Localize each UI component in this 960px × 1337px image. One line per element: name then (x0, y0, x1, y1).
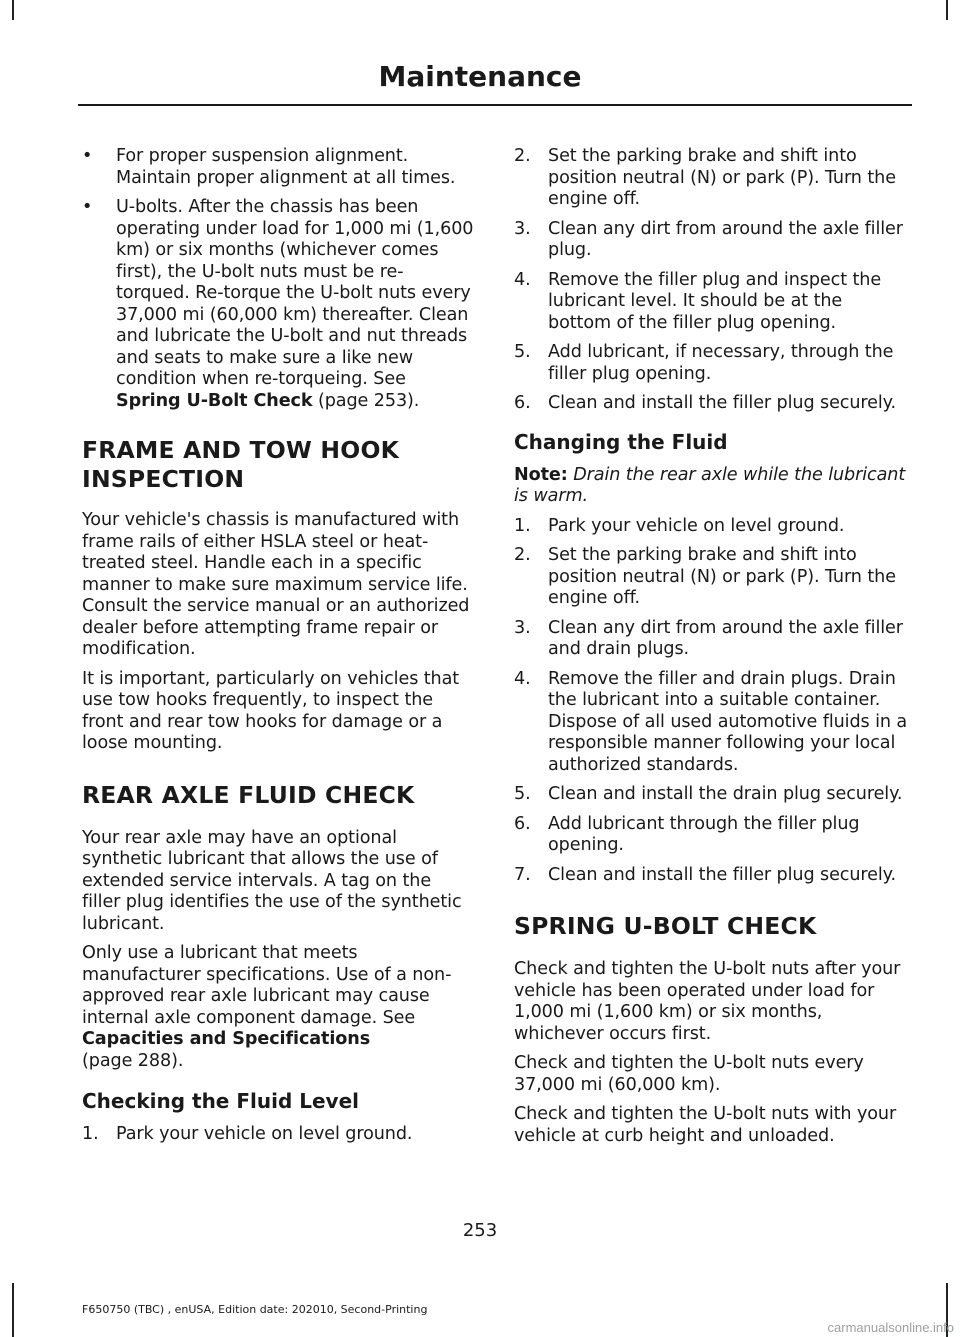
list-item (514, 270, 908, 335)
step-text: Set the parking brake and shift into position neutral (N) or park (P). Turn the engine off. (548, 545, 896, 608)
page-title: Maintenance (378, 60, 582, 93)
note-text: Drain the rear axle while the lubricant is warm. (514, 464, 906, 506)
bullet-text: For proper suspension alignment. Maintain proper alignment at all times. (116, 146, 456, 188)
capacities-link[interactable]: Capacities and Specifications (82, 1029, 371, 1049)
step-number: 2. (514, 545, 531, 565)
step-number: 6. (514, 393, 531, 413)
subheading-checking: Checking the Fluid Level (82, 1089, 359, 1113)
section-heading-frame-1: FRAME AND TOW HOOK (82, 436, 400, 464)
note (514, 465, 908, 508)
paragraph: Check and tighten the U-bolt nuts after your vehicle has been operated under load for 1,000 mi (1,600 km) or six months, whichever occurs first. (514, 959, 901, 1044)
list-item (82, 146, 474, 189)
paragraph-body: Only use a lubricant that meets manufacturer specifications. Use of a non-approved rear axle lubricant may cause internal axle component damage. See (82, 943, 452, 1028)
page-reference: (page 253). (312, 390, 420, 411)
paragraph (82, 943, 474, 1072)
list-item (514, 669, 908, 777)
bullet-body: U-bolts. After the chassis has been operating under load for 1,000 mi (1,600 km) or six months (whichever comes first), the U-bolt nuts must be re-torqued. Re-torque the U-bolt nuts every 37,000 mi (60,000 km) thereafter. Clean and lubricate the U-bolt and nut threads and seats to make sure a like new condition when re-torqueing. See (116, 197, 474, 389)
bullet-text (116, 197, 474, 412)
page-reference: (page 288). (82, 1050, 184, 1071)
step-number: 4. (514, 668, 531, 689)
step-number: 5. (514, 342, 531, 362)
step-number: 5. (514, 784, 531, 804)
step-text: Add lubricant, if necessary, through the filler plug opening. (548, 342, 894, 384)
left-column (82, 146, 474, 1154)
list-item (514, 814, 908, 857)
list-item (514, 342, 908, 385)
bullet-icon: • (82, 146, 93, 166)
bullet-icon: • (82, 197, 93, 217)
step-number: 3. (514, 617, 531, 638)
paragraph: Your rear axle may have an optional synthetic lubricant that allows the use of extended service intervals. A tag on the filler plug identifies the use of the synthetic lubricant. (82, 827, 462, 934)
step-number: 7. (514, 864, 531, 885)
edition-footer: F650750 (TBC) , enUSA, Edition date: 202010, Second-Printing (82, 1303, 428, 1316)
list-item (514, 545, 908, 610)
step-text: Clean and install the drain plug securely. (548, 784, 903, 804)
section-heading-frame-2: INSPECTION (82, 465, 245, 493)
step-number: 4. (514, 269, 531, 290)
list-item (514, 146, 908, 211)
step-text: Remove the filler plug and inspect the lubricant level. It should be at the bottom of the filler plug opening. (548, 269, 882, 333)
list-item (514, 784, 908, 806)
list-item (82, 1124, 474, 1146)
step-text: Remove the filler and drain plugs. Drain the lubricant into a suitable container. Dispose of all used automotive fluids in a responsible manner following your local authorized standards. (548, 668, 908, 775)
section-heading-axle: REAR AXLE FLUID CHECK (82, 780, 415, 809)
list-item (514, 865, 908, 887)
step-number: 3. (514, 218, 531, 239)
step-number: 2. (514, 146, 531, 166)
list-item (514, 516, 908, 538)
list-item (514, 219, 908, 262)
crop-mark-bottom-left (12, 1283, 14, 1337)
step-text: Clean any dirt from around the axle filler plug. (548, 218, 903, 260)
paragraph: Your vehicle's chassis is manufactured with frame rails of either HSLA steel or heat-treated steel. Handle each in a specific manner to make sure maximum service life. Consult the service manual or an authorized dealer before attempting frame repair or modification. (82, 510, 470, 659)
crop-mark-top-right (946, 0, 948, 20)
step-text: Set the parking brake and shift into position neutral (N) or park (P). Turn the engine off. (548, 146, 896, 209)
step-text: Park your vehicle on level ground. (548, 515, 845, 536)
watermark: carmanualsonline.info (827, 1320, 954, 1335)
header-divider (78, 104, 912, 106)
spring-u-bolt-check-link[interactable]: Spring U-Bolt Check (116, 390, 313, 411)
step-number: 1. (514, 515, 531, 536)
page-number: 253 (462, 1220, 498, 1241)
subheading-changing: Changing the Fluid (514, 429, 728, 454)
step-number: 1. (82, 1124, 99, 1144)
section-heading-spring: SPRING U-BOLT CHECK (514, 912, 817, 940)
list-item (514, 618, 908, 661)
crop-mark-top-left (12, 0, 14, 20)
paragraph: Check and tighten the U-bolt nuts with your vehicle at curb height and unloaded. (514, 1104, 897, 1146)
list-item (82, 197, 474, 412)
step-text: Clean and install the filler plug securely. (548, 393, 896, 413)
step-number: 6. (514, 813, 531, 834)
step-text: Park your vehicle on level ground. (116, 1124, 413, 1144)
step-text: Clean and install the filler plug securely. (548, 864, 896, 885)
note-label: Note: (514, 464, 568, 485)
step-text: Add lubricant through the filler plug opening. (548, 813, 860, 855)
list-item (514, 393, 908, 415)
step-text: Clean any dirt from around the axle filler and drain plugs. (548, 617, 903, 659)
paragraph: It is important, particularly on vehicles that use tow hooks frequently, to inspect the front and rear tow hooks for damage or a loose mounting. (82, 668, 460, 753)
right-column (514, 146, 908, 1155)
paragraph: Check and tighten the U-bolt nuts every 37,000 mi (60,000 km). (514, 1053, 864, 1095)
